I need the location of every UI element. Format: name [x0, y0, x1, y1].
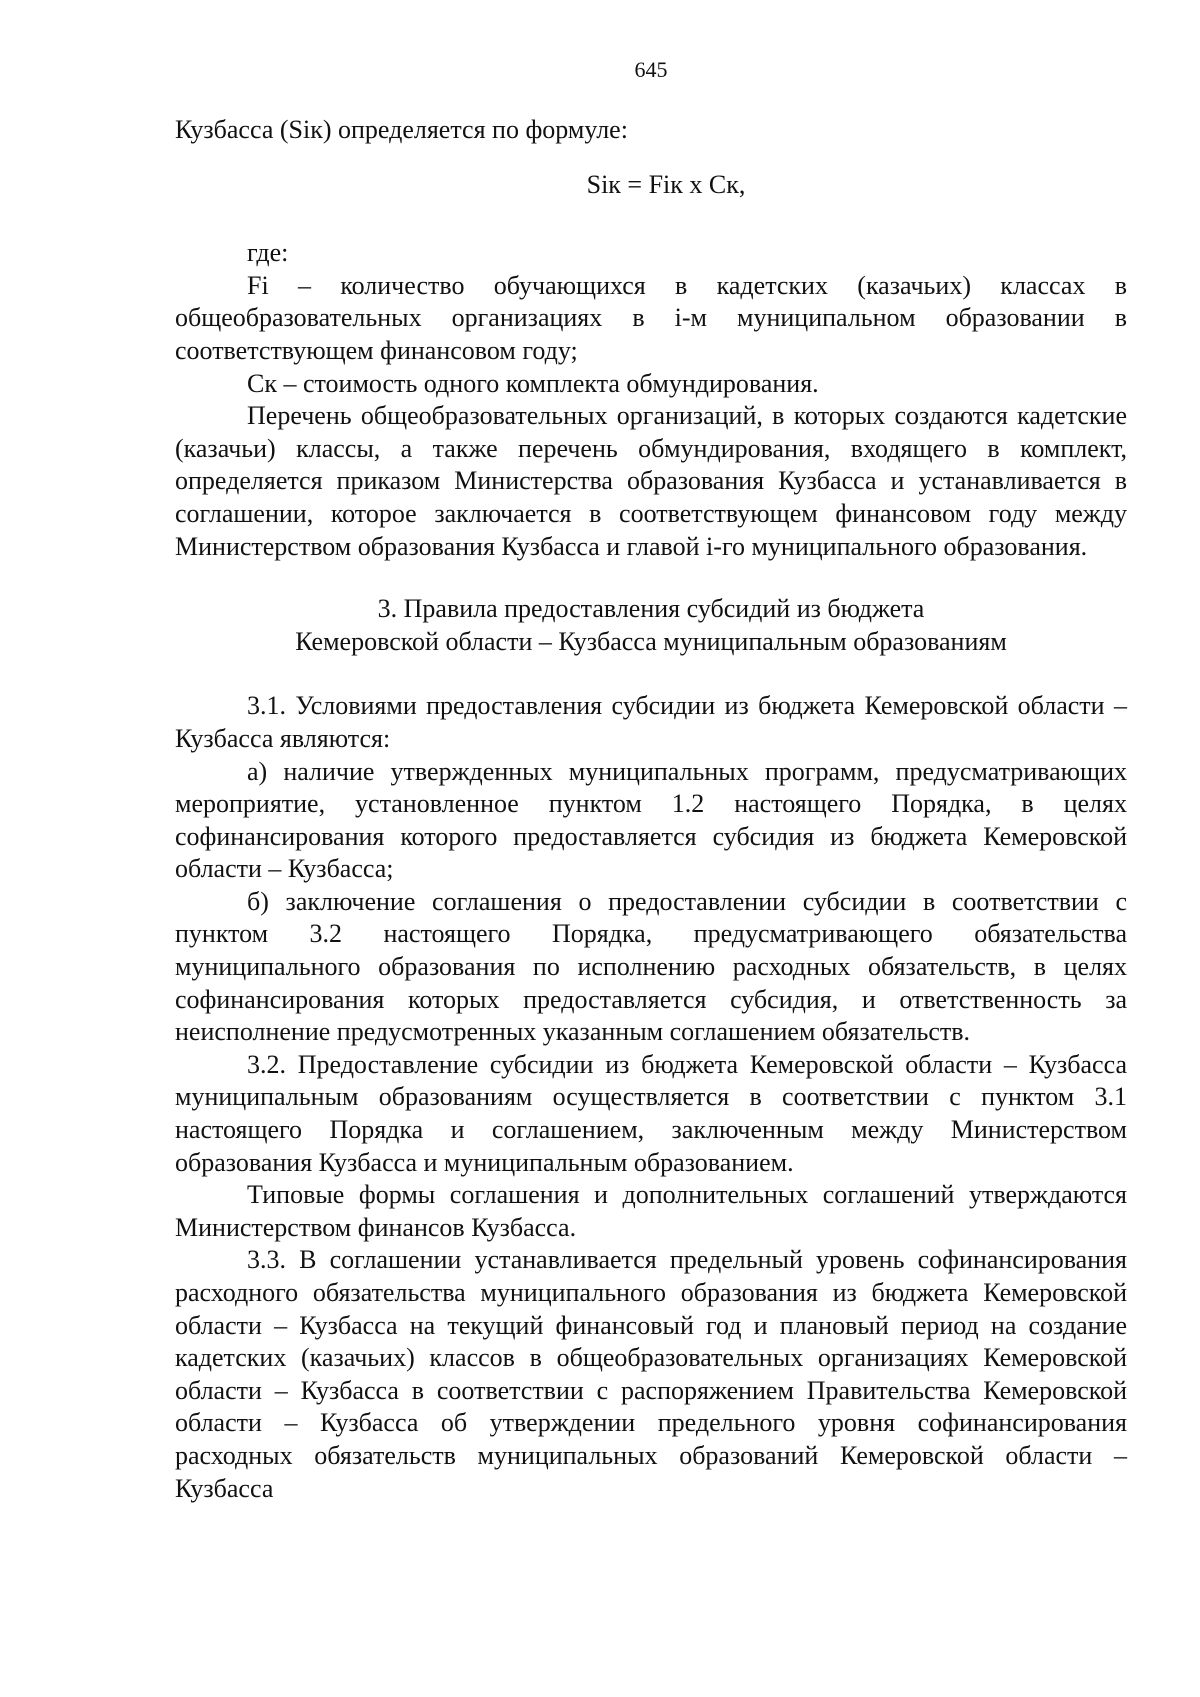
definition-fi: Fi – количество обучающихся в кадетских (казачьих) классах в общеобразовательных организациях в i-м муниципальном образовании в соответствующем финансовом году; — [175, 270, 1127, 365]
formula: Sік = Fік х Ск, — [586, 169, 746, 199]
definition-ck: Ск – стоимость одного комплекта обмундирования. — [247, 368, 819, 398]
where-label: где: — [247, 238, 289, 268]
paragraph-3-3: 3.3. В соглашении устанавливается предельный уровень софинансирования расходного обязательства муниципального образования из бюджета Кемеровской области – Кузбасса на текущий финансовый год и плановый период на создание кадетских (казачьих) классов в общеобразовательных организациях Кемеровской области – Кузбасса в соответствии с распоряжением Правительства Кемеровской области – Кузбасса об утверждении предельного уровня софинансирования расходных обязательств муниципальных образований Кемеровской области – Кузбасса — [175, 1245, 1127, 1503]
section-heading-line-1: 3. Правила предоставления субсидий из бюджета — [377, 594, 925, 624]
page-number: 645 — [634, 57, 668, 82]
paragraph-3-1: 3.1. Условиями предоставления субсидии из бюджета Кемеровской области – Кузбасса являются: — [175, 691, 1127, 753]
section-heading — [175, 593, 1127, 658]
document-body — [175, 114, 1127, 1505]
paragraph-typical-forms: Типовые формы соглашения и дополнительных соглашений утверждаются Министерством финансов Кузбасса. — [175, 1180, 1127, 1242]
paragraph-3-1-b: б) заключение соглашения о предоставлении субсидии в соответствии с пунктом 3.2 настоящего Порядка, предусматривающего обязательства муниципального образования по исполнению расходных обязательств, в целях софинансирования которых предоставляется субсидия, и ответственность за неисполнение предусмотренных указанным соглашением обязательств. — [175, 886, 1127, 1047]
list-paragraph: Перечень общеобразовательных организаций, в которых создаются кадетские (казачьи) классы, а также перечень обмундирования, входящего в комплект, определяется приказом Министерства образования Кузбасса и устанавливается в соглашении, которое заключается в соответствующем финансовом году между Министерством образования Кузбасса и главой i-го муниципального образования. — [175, 401, 1127, 561]
intro-text: Кузбасса (Sік) определяется по формуле: — [175, 115, 628, 144]
paragraph-3-1-a: а) наличие утвержденных муниципальных программ, предусматривающих мероприятие, установленное пунктом 1.2 настоящего Порядка, в целях софинансирования которого предоставляется субсидия из бюджета Кемеровской области – Кузбасса; — [175, 756, 1127, 884]
paragraph-3-2: 3.2. Предоставление субсидии из бюджета Кемеровской области – Кузбасса муниципальным образованиям осуществляется в соответствии с пунктом 3.1 настоящего Порядка и соглашением, заключенным между Министерством образования Кузбасса и муниципальным образованием. — [175, 1049, 1127, 1177]
section-heading-line-2: Кемеровской области – Кузбасса муниципальным образованиям — [295, 626, 1007, 656]
